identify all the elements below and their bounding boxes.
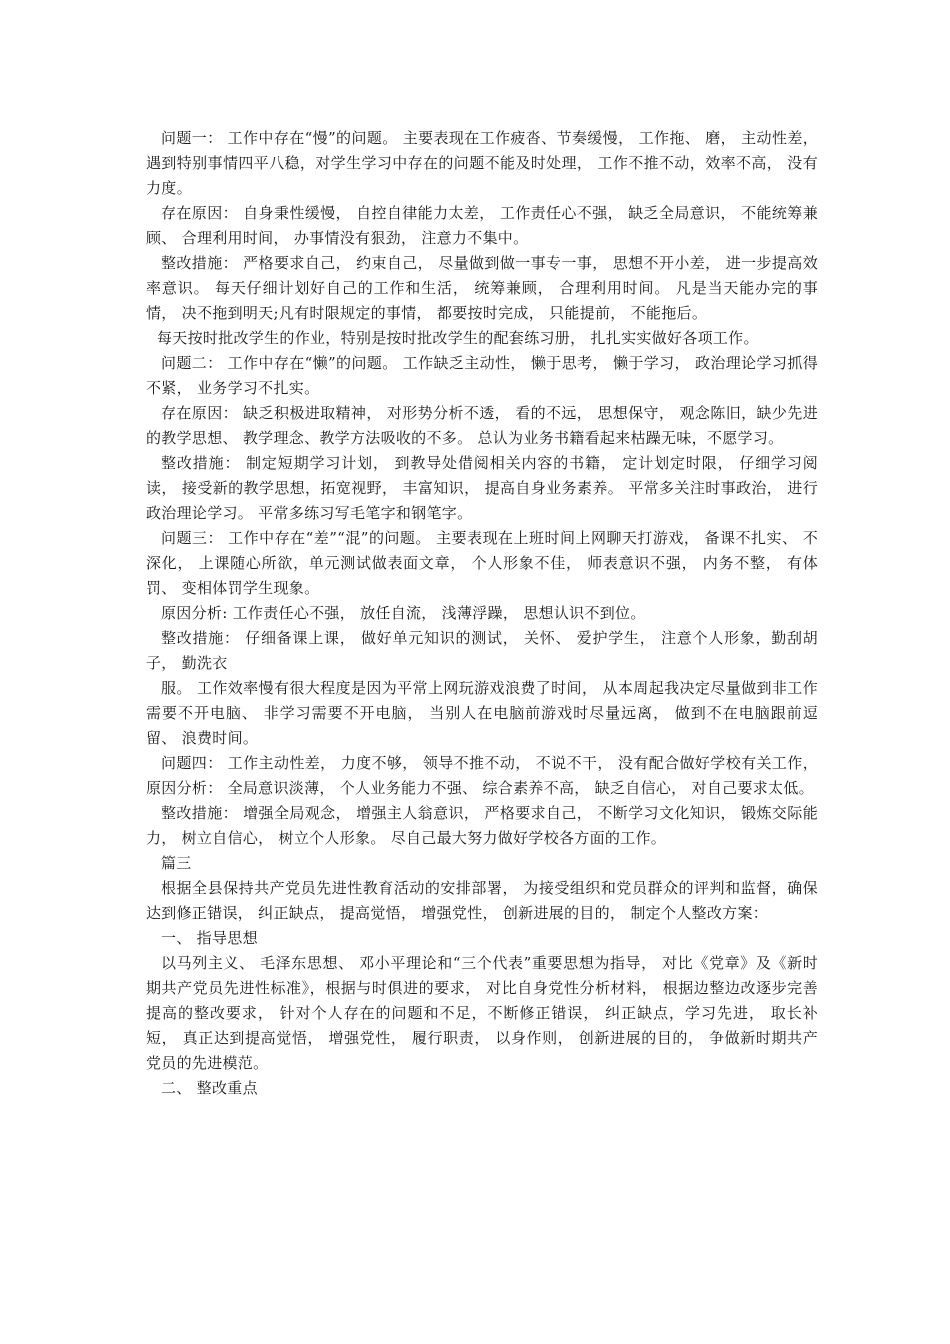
paragraph-problem-three: 问题三： 工作中存在“差”“混”的问题。 主要表现在上班时间上网聊天打游戏， 备课不扎实、 不深化， 上课随心所欲，单元测试做表面文章， 个人形象不佳， 师表意识不强， 内务不整， 有体罚、 变相体罚学生现象。 xyxy=(146,529,818,597)
paragraph-measures-three: 整改措施： 仔细备课上课， 做好单元知识的测试， 关怀、 爱护学生， 注意个人形象，勤刮胡子， 勤洗衣 xyxy=(146,629,818,672)
paragraph-intro-part-three: 根据全县保持共产党员先进性教育活动的安排部署， 为接受组织和党员群众的评判和监督，确保达到修正错误， 纠正缺点， 提高觉悟， 增强党性， 创新进展的目的， 制定个人整改方案： xyxy=(146,879,818,922)
paragraph-problem-four: 问题四： 工作主动性差， 力度不够， 领导不推不动， 不说不干， 没有配合做好学校有关工作，原因分析： 全局意识淡薄， 个人业务能力不强、 综合素养不高， 缺乏自信心， 对自己要求太低。 xyxy=(146,754,818,797)
paragraph-measures-two: 整改措施： 制定短期学习计划， 到教导处借阅相关内容的书籍， 定计划定时限， 仔细学习阅读， 接受新的教学思想，拓宽视野， 丰富知识， 提高自身业务素养。 平常多关注时事政治， 进行政治理论学习。 平常多练习写毛笔字和钢笔字。 xyxy=(146,454,818,522)
section-heading-part-three: 篇三 xyxy=(161,854,192,872)
paragraph-measures-one: 整改措施： 严格要求自己， 约束自己， 尽量做到做一事专一事， 思想不开小差， 进一步提高效率意识。 每天仔细计划好自己的工作和生活， 统筹兼顾， 合理利用时间。 凡是当天能办完的事情， 决不拖到明天;凡有时限规定的事情， 都要按时完成， 只能提前， 不能拖后。 xyxy=(146,254,818,322)
heading-rectification-focus: 二、 整改重点 xyxy=(161,1079,258,1097)
paragraph-problem-two: 问题二： 工作中存在“懒”的问题。 工作缺乏主动性， 懒于思考， 懒于学习， 政治理论学习抓得不紧， 业务学习不扎实。 xyxy=(146,354,818,397)
document-body xyxy=(146,126,818,1101)
paragraph-cause-three: 原因分析: 工作责任心不强， 放任自流， 浅薄浮躁， 思想认识不到位。 xyxy=(161,604,646,622)
paragraph-cause-one: 存在原因： 自身秉性缓慢， 自控自律能力太差， 工作责任心不强， 缺乏全局意识， 不能统筹兼顾、 合理利用时间， 办事情没有狠劲， 注意力不集中。 xyxy=(146,204,818,247)
paragraph-measures-one-continued: 每天按时批改学生的作业，特别是按时批改学生的配套练习册， 扎扎实实做好各项工作。 xyxy=(157,329,759,347)
paragraph-measures-four: 整改措施： 增强全局观念， 增强主人翁意识， 严格要求自己， 不断学习文化知识， 锻炼交际能力， 树立自信心， 树立个人形象。 尽自己最大努力做好学校各方面的工作。 xyxy=(146,804,818,847)
paragraph-problem-one: 问题一： 工作中存在“慢”的问题。 主要表现在工作疲沓、节奏缓慢， 工作拖、 磨， 主动性差， 遇到特别事情四平八稳，对学生学习中存在的问题不能及时处理， 工作不推不动，效率不高， 没有力度。 xyxy=(146,129,818,197)
paragraph-cause-two: 存在原因： 缺乏积极进取精神， 对形势分析不透， 看的不远， 思想保守， 观念陈旧，缺少先进的教学思想、 教学理念、教学方法吸收的不多。 总认为业务书籍看起来枯躁无味，不愿学习。 xyxy=(146,404,818,447)
paragraph-measures-three-continued: 服。 工作效率慢有很大程度是因为平常上网玩游戏浪费了时间， 从本周起我决定尽量做到非工作需要不开电脑、 非学习需要不开电脑， 当别人在电脑前游戏时尽量远离， 做到不在电脑跟前逗留、 浪费时间。 xyxy=(146,679,818,747)
paragraph-guiding-thought: 以马列主义、 毛泽东思想、 邓小平理论和“三个代表”重要思想为指导， 对比《党章》及《新时期共产党员先进性标准》，根据与时俱进的要求， 对比自身党性分析材料， 根据边整边改逐步完善提高的整改要求， 针对个人存在的问题和不足，不断修正错误， 纠正缺点，学习先进， 取长补短， 真正达到提高觉悟， 增强党性， 履行职责， 以身作则， 创新进展的目的， 争做新时期共产党员的先进模范。 xyxy=(146,954,818,1072)
heading-guiding-thought: 一、 指导思想 xyxy=(161,929,258,947)
